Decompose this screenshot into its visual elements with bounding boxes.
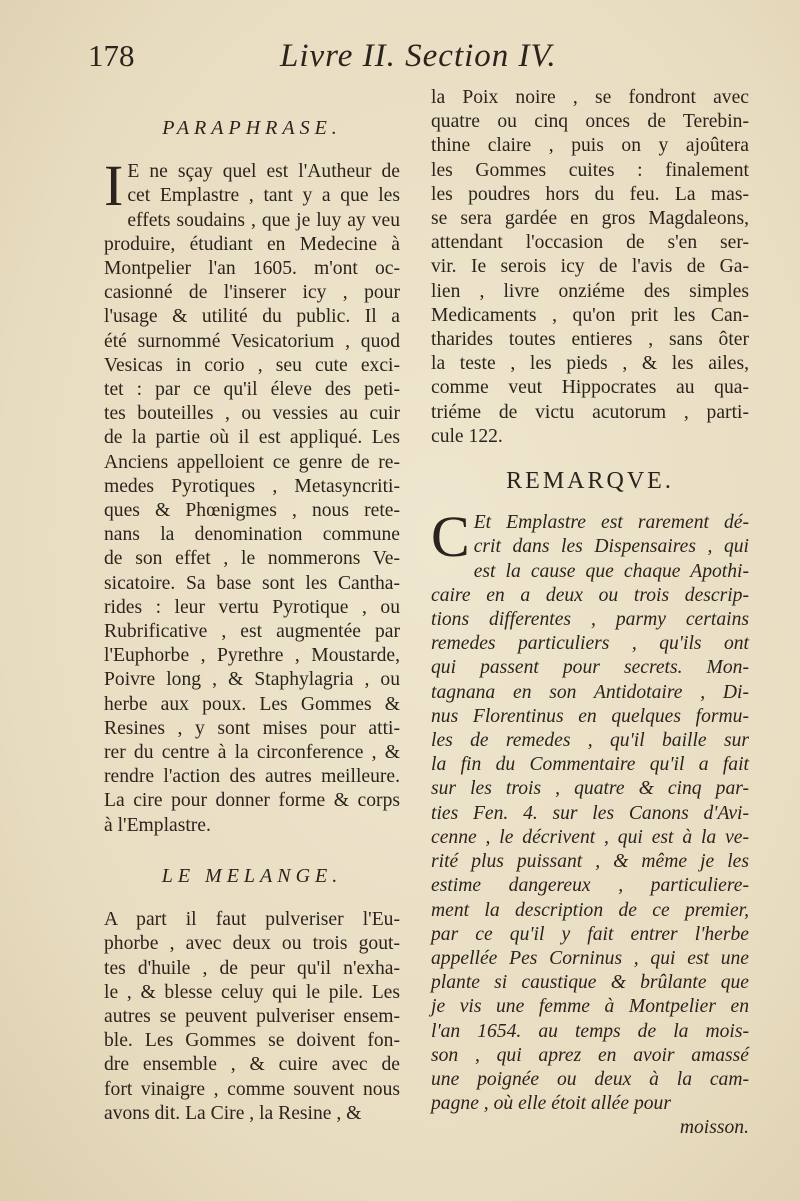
text-line: herbe aux poux. Les Gommes & bbox=[104, 693, 400, 715]
text-line: medes Pyrotiques , Metasyncriti- bbox=[104, 475, 400, 497]
left-column bbox=[104, 86, 400, 1126]
drop-cap-c: C bbox=[431, 504, 470, 570]
text-line: Montpelier l'an 1605. m'ont oc- bbox=[104, 258, 400, 280]
text-line: le , & blesse celuy qui le pile. Les bbox=[104, 981, 400, 1003]
paraphrase-paragraph bbox=[104, 153, 400, 838]
drop-cap-i: I bbox=[104, 153, 124, 219]
text-line: thine claire , puis on y ajoûtera bbox=[431, 135, 749, 157]
text-line: produire, étudiant en Medecine à bbox=[104, 233, 400, 255]
text-line: attendant l'occasion de s'en ser- bbox=[431, 232, 749, 254]
melange-paragraph bbox=[104, 908, 400, 1126]
text-line: cenne , le décrivent , qui est à la ve- bbox=[431, 826, 749, 848]
text-line: quatre ou cinq onces de Terebin- bbox=[431, 111, 749, 133]
text-line: fort vinaigre , comme souvent nous bbox=[104, 1078, 400, 1100]
text-line: ment la description de ce premier, bbox=[431, 899, 749, 921]
text-line: l'an 1654. au temps de la mois- bbox=[431, 1020, 749, 1042]
text-line: dre ensemble , & cuire avec de bbox=[104, 1054, 400, 1076]
text-line: autres se peuvent pulveriser ensem- bbox=[104, 1005, 400, 1027]
text-line: lien , livre onziéme des simples bbox=[431, 280, 749, 302]
text-line: par ce qu'il y fait entrer l'herbe bbox=[431, 923, 749, 945]
text-line: tet : par ce qu'il éleve des peti- bbox=[104, 379, 400, 401]
text-line: triéme de victu acutorum , parti- bbox=[431, 401, 749, 423]
text-line: les de remedes , qu'il baille sur bbox=[431, 730, 749, 752]
text-line: tions differentes , parmy certains bbox=[431, 609, 749, 631]
remarque-paragraph bbox=[431, 504, 749, 1116]
page-header bbox=[88, 38, 768, 86]
text-line: les poudres hors du feu. La mas- bbox=[431, 183, 749, 205]
text-line: son , qui aprez en avoir amassé bbox=[431, 1044, 749, 1066]
text-line: casionné de l'inserer icy , pour bbox=[104, 282, 400, 304]
text-line: qui passent pour secrets. Mon- bbox=[431, 657, 749, 679]
text-line: remedes particuliers , qu'ils ont bbox=[431, 633, 749, 655]
text-line: cule 122. bbox=[431, 425, 503, 447]
text-line: la teste , les pieds , & les ailes, bbox=[431, 353, 749, 375]
running-head: Livre II. Section IV. bbox=[280, 38, 557, 74]
text-line: tagnana en son Antidotaire , Di- bbox=[431, 681, 749, 703]
text-line: de son effet , le nommerons Ve- bbox=[104, 548, 400, 570]
catchword: moisson. bbox=[679, 1117, 749, 1139]
continuation-paragraph bbox=[431, 86, 749, 449]
text-line: je vis une femme à Montpelier en bbox=[431, 996, 749, 1018]
text-line: pagne , où elle étoit allée pour bbox=[431, 1093, 671, 1115]
text-line: effets soudains , que je luy ay veu bbox=[127, 209, 400, 231]
text-line: l'usage & utilité du public. Il a bbox=[104, 306, 400, 328]
text-line: ques & Phœnigmes , nous rete- bbox=[104, 500, 400, 522]
text-line: Poivre long , & Staphylagria , ou bbox=[104, 669, 400, 691]
text-line: crit dans les Dispensaires , qui bbox=[473, 536, 749, 558]
text-line: caire en a deux ou trois descrip- bbox=[431, 584, 749, 606]
text-line: tes d'huile , de peur qu'il n'exha- bbox=[104, 957, 400, 979]
text-line: La cire pour donner forme & corps bbox=[104, 790, 400, 812]
text-line: Resines , y sont mises pour atti- bbox=[104, 717, 400, 739]
text-line: sur les trois , quatre & cinq par- bbox=[431, 778, 749, 800]
text-line: est la cause que chaque Apothi- bbox=[473, 560, 749, 582]
text-line: cet Emplastre , tant y a que les bbox=[127, 185, 400, 207]
text-line: se sera gardée en gros Magdaleons, bbox=[431, 208, 749, 230]
text-line: la Poix noire , se fondront avec bbox=[431, 87, 749, 108]
text-line: une poignée ou deux à la cam- bbox=[431, 1068, 749, 1090]
text-line: ties Fen. 4. sur les Canons d'Avi- bbox=[431, 802, 749, 824]
text-line: rides : leur vertu Pyrotique , ou bbox=[104, 596, 400, 618]
text-line: phorbe , avec deux ou trois gout- bbox=[104, 933, 400, 955]
text-line: plante si caustique & brûlante que bbox=[431, 972, 749, 994]
text-line: Rubrificative , est augmentée par bbox=[104, 621, 400, 643]
text-line: la fin du Commentaire qu'il a fait bbox=[431, 754, 749, 776]
text-line: sicatoire. Sa base sont les Cantha- bbox=[104, 572, 400, 594]
text-line: avons dit. La Cire , la Resine , & bbox=[104, 1102, 362, 1124]
text-line: estime dangereux , particuliere- bbox=[431, 875, 749, 897]
page-number: 178 bbox=[88, 38, 135, 73]
text-line: rer du centre à la circonference , & bbox=[104, 742, 400, 764]
text-line: ble. Les Gommes se doivent fon- bbox=[104, 1030, 400, 1052]
text-line: les Gommes cuites : finalement bbox=[431, 159, 749, 181]
text-line: comme veut Hippocrates au qua- bbox=[431, 377, 749, 399]
text-line: vir. Ie serois icy de l'avis de Ga- bbox=[431, 256, 749, 278]
heading-paraphrase: PARAPHRASE. bbox=[162, 117, 342, 139]
text-line: appellée Pes Corninus , qui est une bbox=[431, 947, 749, 969]
text-line: Anciens appelloient ce genre de re- bbox=[104, 451, 400, 473]
text-line: de la partie où il est appliqué. Les bbox=[104, 427, 400, 449]
text-line: E ne sçay quel est l'Autheur de bbox=[127, 161, 400, 183]
text-line: à l'Emplastre. bbox=[104, 814, 211, 836]
text-line: rité plus puissant , & même je les bbox=[431, 851, 749, 873]
text-line: l'Euphorbe , Pyrethre , Moustarde, bbox=[104, 645, 400, 667]
text-line: Vesicas in corio , seu cute exci- bbox=[104, 354, 400, 376]
text-line: rendre l'action des autres meilleure. bbox=[104, 766, 400, 788]
text-line: tes bouteilles , ou vessies au cuir bbox=[104, 403, 400, 425]
heading-melange: LE MELANGE. bbox=[161, 864, 343, 887]
text-line: nus Florentinus en quelques formu- bbox=[431, 705, 749, 727]
text-line: Medicaments , qu'on prit les Can- bbox=[431, 304, 749, 326]
heading-remarque: REMARQVE. bbox=[506, 468, 674, 495]
text-line: nans la denomination commune bbox=[104, 524, 400, 546]
text-line: A part il faut pulveriser l'Eu- bbox=[104, 909, 400, 931]
text-line: Et Emplastre est rarement dé- bbox=[473, 512, 749, 534]
right-column bbox=[431, 86, 749, 1141]
text-line: été surnommé Vesicatorium , quod bbox=[104, 330, 400, 352]
text-line: tharides toutes entieres , sans ôter bbox=[431, 329, 749, 351]
